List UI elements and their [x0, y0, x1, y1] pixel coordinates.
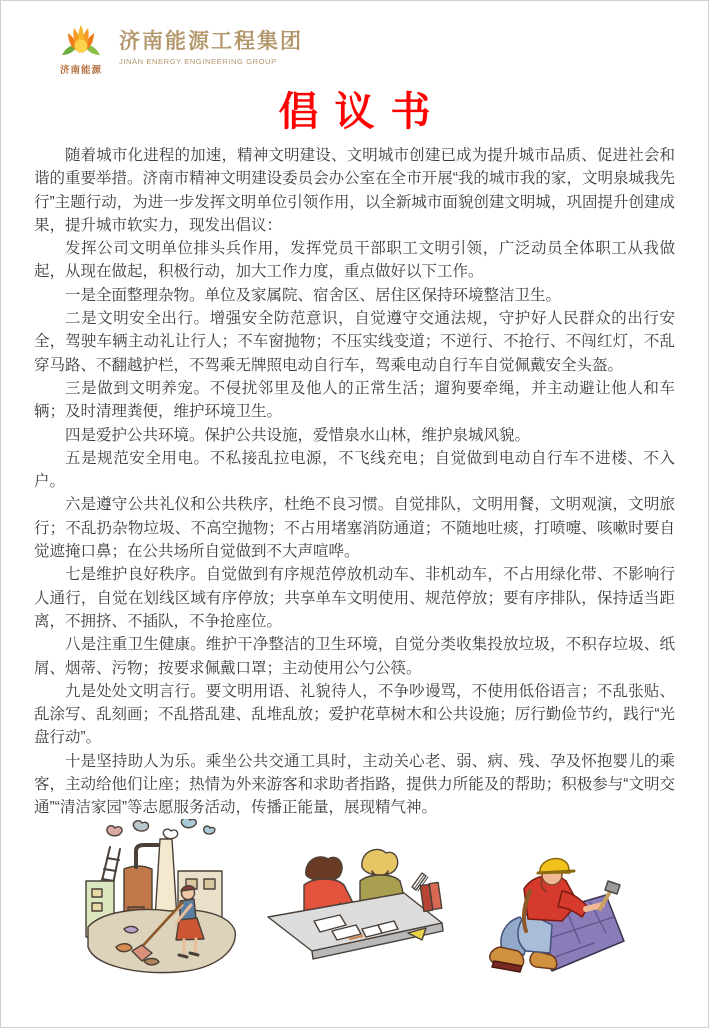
company-name-en: JINAN ENERGY ENGINEERING GROUP — [119, 57, 277, 67]
factory-street-sweeping-illustration — [78, 819, 246, 984]
document-title: 倡议书 — [278, 90, 447, 134]
document-body — [34, 144, 675, 820]
paragraph-item-5: 五是规范安全用电。不私接乱拉电源，不飞线充电；自觉做到电动自行车不进楼、不入户。 — [34, 449, 675, 491]
paragraph-item-6: 六是遵守公共礼仪和公共秩序，杜绝不良习惯。自觉排队，文明用餐，文明观演，文明旅行；不乱扔杂物垃圾、不高空抛物；不占用堵塞消防通道；不随地吐痰，打喷嚏、咳嗽时要自觉遮掩口鼻；在公共场所自觉做到不大声喧哗。 — [34, 496, 675, 561]
roof-worker-illustration — [466, 847, 632, 997]
paragraph-item-1: 一是全面整理杂物。单位及家属院、宿舍区、居住区保持环境整洁卫生。 — [65, 286, 562, 304]
paragraph-intro: 随着城市化进程的加速，精神文明建设、文明城市创建已成为提升城市品质、促进社会和谐的重要举措。济南市精神文明建设委员会办公室在全市开展“我的城市我的家，文明泉城我先行”主题行动，为进一步发挥文明单位引领作用，以全新城市面貌创建文明城，巩固提升创建成果，提升城市软实力，现发出倡议： — [34, 147, 675, 234]
illustrations-row — [1, 819, 708, 997]
paragraph-item-9: 九是处处文明言行。要文明用语、礼貌待人，不争吵谩骂，不使用低俗语言；不乱张贴、乱涂写、乱刻画；不乱搭乱建、乱堆乱放；爱护花草树木和公共设施；厉行勤俭节约，践行“光盘行动”。 — [34, 682, 675, 747]
company-logo — [53, 25, 109, 76]
paragraph-lead: 发挥公司文明单位排头兵作用，发挥党员干部职工文明引领，广泛动员全体职工从我做起，从现在做起，积极行动，加大工作力度，重点做好以下工作。 — [34, 240, 675, 281]
logo-caption: 济南能源 — [59, 65, 102, 76]
paragraph-item-8: 八是注重卫生健康。维护干净整洁的卫生环境，自觉分类收集投放垃圾，不积存垃圾、纸屑、烟蒂、污物；按要求佩戴口罩；主动使用公勺公筷。 — [34, 636, 675, 677]
paragraph-item-2: 二是文明安全出行。增强安全防范意识，自觉遵守交通法规，守护好人民群众的出行安全，驾驶车辆主动礼让行人；不车窗抛物；不压实线变道；不逆行、不抢行、不闯红灯，不乱穿马路、不翻越护栏，不驾乘无牌照电动自行车，驾乘电动自行车自觉佩戴安全头盔。 — [34, 310, 675, 374]
paragraph-item-3: 三是做到文明养宠。不侵扰邻里及他人的正常生活；遛狗要牵绳，并主动避让他人和车辆；及时清理粪便，维护环境卫生。 — [34, 379, 675, 421]
company-name-zh: 济南能源工程集团 — [119, 30, 303, 53]
paragraph-item-10: 十是坚持助人为乐。乘坐公共交通工具时，主动关心老、弱、病、残、孕及怀抱婴儿的乘客，主动给他们让座；热情为外来游客和求助者指路，提供力所能及的帮助；积极参与“文明交通”“清洁家园”等志愿服务活动，传播正能量，展现精气神。 — [34, 752, 675, 817]
lotus-flower-logo-icon — [58, 25, 104, 61]
paragraph-item-7: 七是维护良好秩序。自觉做到有序规范停放机动车、非机动车，不占用绿化带、不影响行人通行，自觉在划线区域有序停放；共享单车文明使用、规范停放；要有序排队，保持适当距离，不拥挤、不插队，不争抢座位。 — [34, 566, 675, 630]
company-name-block — [119, 25, 303, 66]
desk-study-illustration — [262, 841, 450, 969]
paragraph-item-4: 四是爱护公共环境。保护公共设施，爱惜泉水山林，维护泉城风貌。 — [65, 426, 531, 444]
company-header — [1, 1, 708, 76]
